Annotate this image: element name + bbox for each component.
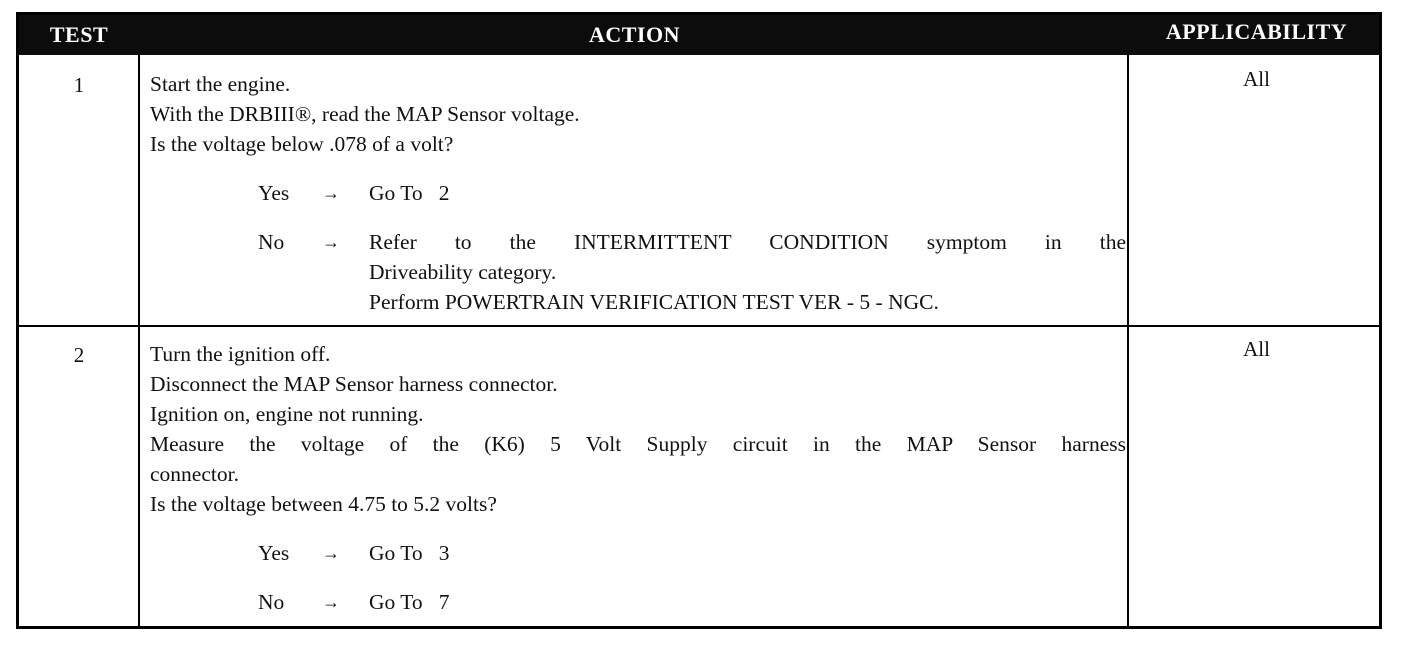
action-step: connector.: [150, 462, 239, 486]
yes-result: Go To 3: [369, 541, 450, 565]
applicability-value: All: [1243, 337, 1270, 361]
action-step: Measure the voltage of the (K6) 5 Volt Supply circuit in the MAP Sensor harness: [150, 432, 1126, 456]
arrow-icon: →: [322, 543, 340, 563]
header-test: TEST: [49, 22, 109, 47]
action-step: Is the voltage between 4.75 to 5.2 volts?: [150, 492, 497, 516]
arrow-icon: →: [322, 232, 340, 252]
header-applicability: APPLICABILITY: [1165, 19, 1348, 44]
action-step: Ignition on, engine not running.: [150, 402, 424, 426]
no-branch: [150, 587, 1126, 617]
action-cell: [150, 339, 1126, 617]
diagnostic-test-table: [16, 12, 1382, 629]
action-step: Turn the ignition off.: [150, 342, 331, 366]
no-branch: [150, 227, 1126, 317]
yes-result: Go To 2: [369, 181, 450, 205]
no-result: Go To 7: [369, 590, 450, 614]
action-cell: [150, 69, 1126, 317]
yes-label: Yes: [258, 541, 290, 565]
yes-branch: [150, 538, 1126, 568]
arrow-icon: →: [322, 183, 340, 203]
yes-branch: [150, 178, 1126, 208]
arrow-icon: →: [322, 592, 340, 612]
action-step: Disconnect the MAP Sensor harness connector.: [150, 372, 558, 396]
test-number: 2: [73, 343, 85, 367]
no-label: No: [258, 230, 285, 254]
yes-label: Yes: [258, 181, 290, 205]
table-row: [19, 55, 1379, 325]
no-result-line: Refer to the INTERMITTENT CONDITION symptom in the: [369, 230, 1126, 254]
applicability-value: All: [1243, 67, 1270, 91]
no-label: No: [258, 590, 285, 614]
table-header: [19, 15, 1379, 55]
action-step: Start the engine.: [150, 72, 291, 96]
table-row: [19, 327, 1379, 627]
no-result-line: Driveability category.: [369, 260, 557, 284]
header-action: ACTION: [588, 22, 680, 47]
action-step: Is the voltage below .078 of a volt?: [150, 132, 454, 156]
action-step: With the DRBIII®, read the MAP Sensor voltage.: [150, 102, 580, 126]
test-number: 1: [73, 73, 85, 97]
no-result-line: Perform POWERTRAIN VERIFICATION TEST VER - 5 - NGC.: [369, 290, 939, 314]
